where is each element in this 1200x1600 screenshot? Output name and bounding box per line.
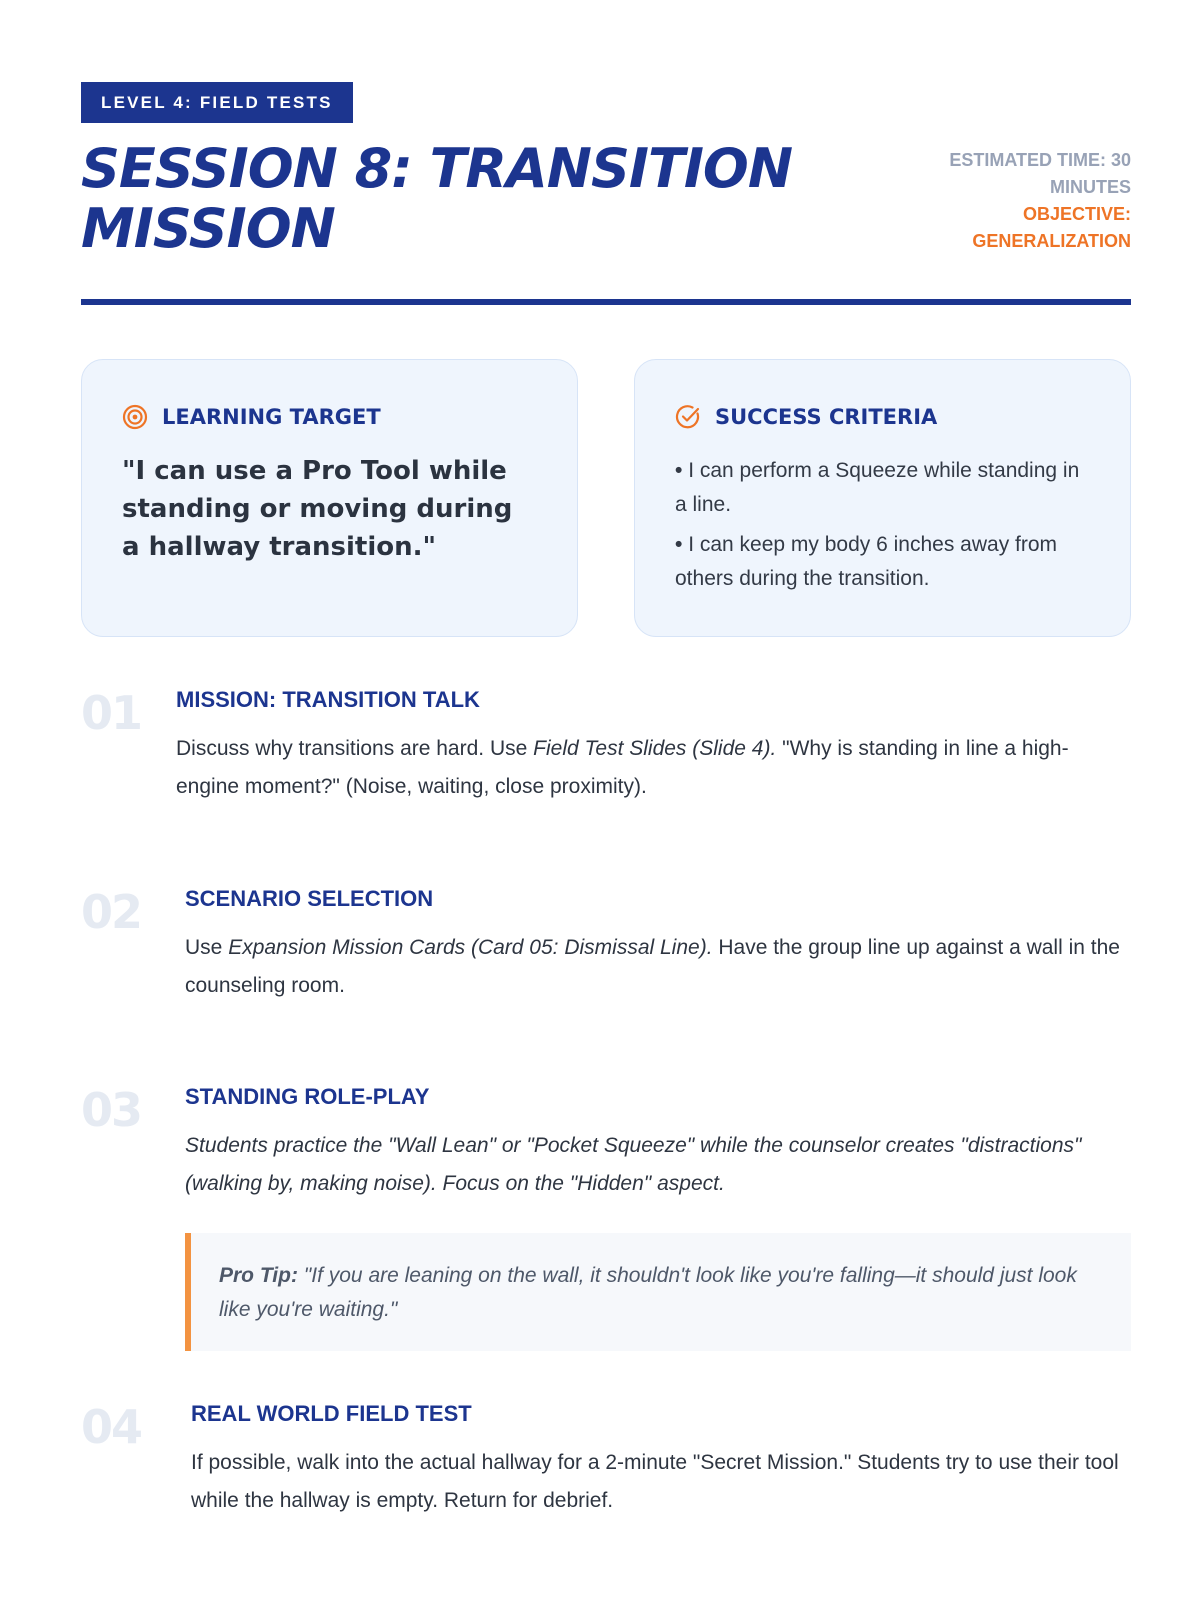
lesson-page <box>81 82 1131 637</box>
estimated-time: ESTIMATED TIME: 30 MINUTES <box>949 150 1131 197</box>
pro-tip-label: Pro Tip: <box>219 1264 298 1287</box>
level-badge: LEVEL 4: FIELD TESTS <box>81 82 353 123</box>
step-body <box>185 885 1131 1005</box>
list-item: • I can perform a Squeeze while standing in a line. <box>675 454 1090 522</box>
success-criteria-header <box>675 404 1090 430</box>
step-text: Students practice the "Wall Lean" or "Pocket Squeeze" while the counselor creates "distractions" (walking by, making noise). Focus on the "Hidden" aspect. <box>185 1134 1082 1195</box>
target-icon <box>122 404 148 430</box>
check-circle-icon <box>675 404 701 430</box>
step-title: REAL WORLD FIELD TEST <box>191 1401 472 1426</box>
step-title: SCENARIO SELECTION <box>185 886 434 911</box>
step-body <box>176 686 1131 806</box>
step-text: Discuss why transitions are hard. Use Field Test Slides (Slide 4). "Why is standing in line a high-engine moment?" (Noise, waiting, close proximity). <box>176 737 1069 798</box>
learning-target-label: LEARNING TARGET <box>162 405 381 429</box>
pro-tip-callout <box>185 1233 1131 1351</box>
step-number: 04 <box>81 1400 142 1454</box>
target-cards <box>81 359 1131 637</box>
learning-target-header <box>122 404 537 430</box>
learning-target-card <box>81 359 578 637</box>
step-text: Use Expansion Mission Cards (Card 05: Dismissal Line). Have the group line up against a wall in the counseling room. <box>185 936 1120 997</box>
objective: OBJECTIVE: GENERALIZATION <box>972 204 1131 251</box>
session-meta <box>911 147 1131 255</box>
header <box>81 139 1131 259</box>
learning-target-quote: "I can use a Pro Tool while standing or moving during a hallway transition." <box>122 456 513 562</box>
step-text: If possible, walk into the actual hallway for a 2-minute "Secret Mission." Students try to use their tool while the hallway is empty. Return for debrief. <box>191 1451 1119 1512</box>
step-number: 01 <box>81 686 142 740</box>
header-divider <box>81 299 1131 305</box>
success-criteria-list <box>675 454 1090 596</box>
step-title: MISSION: TRANSITION TALK <box>176 687 480 712</box>
list-item: • I can keep my body 6 inches away from others during the transition. <box>675 528 1090 596</box>
step-body <box>191 1400 1131 1520</box>
step-number: 03 <box>81 1083 142 1137</box>
page-title: SESSION 8: TRANSITION MISSION <box>81 137 793 260</box>
step-body <box>185 1083 1131 1351</box>
step-number: 02 <box>81 885 142 939</box>
success-criteria-label: SUCCESS CRITERIA <box>715 405 938 429</box>
success-criteria-card <box>634 359 1131 637</box>
pro-tip-text: "If you are leaning on the wall, it shouldn't look like you're falling—it should just look like you're waiting." <box>219 1264 1077 1321</box>
step-title: STANDING ROLE-PLAY <box>185 1084 430 1109</box>
